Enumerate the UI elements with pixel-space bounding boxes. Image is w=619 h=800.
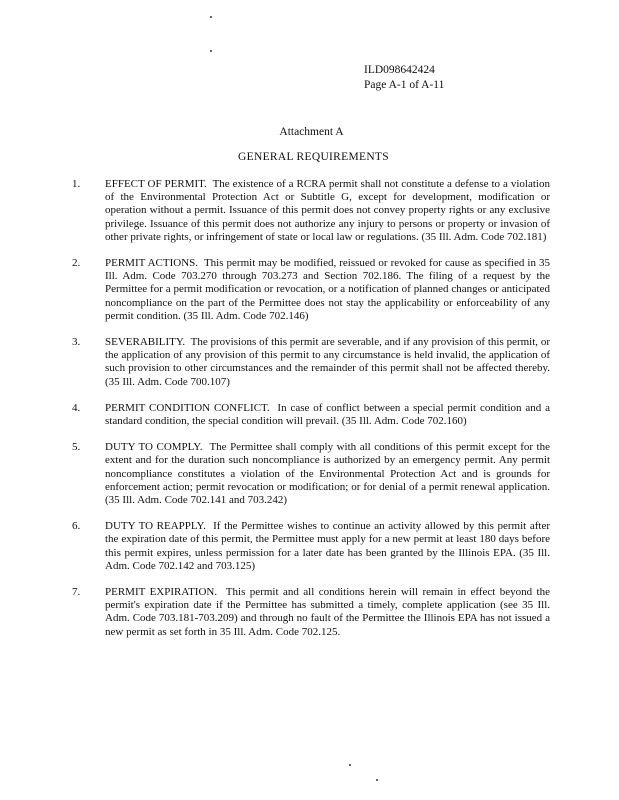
- scan-speck: [349, 764, 351, 766]
- list-item: [72, 402, 550, 428]
- item-number: 5.: [72, 441, 81, 454]
- item-body: [105, 178, 550, 244]
- item-heading: EFFECT OF PERMIT.: [105, 178, 207, 190]
- list-item: [72, 441, 550, 507]
- item-body: [105, 586, 550, 639]
- item-text: The Permittee shall comply with all conditions of this permit except for the extent and for the duration such noncompliance is authorized by an emergency permit. Any permit noncompliance constitutes a violation of the Environmental Protection Act and is grounds for enforcement action; permit revocation or modification; or for denial of a permit renewal application. (35 Ill. Adm. Code 702.141 and 703.242): [105, 441, 550, 507]
- item-text: In case of conflict between a special permit condition and a standard condition, the special condition will prevail. (35 Ill. Adm. Code 702.160): [105, 401, 550, 428]
- item-heading: SEVERABILITY.: [105, 336, 186, 349]
- page-number: Page A-1 of A-11: [364, 79, 445, 91]
- permit-id: ILD098642424: [364, 64, 435, 76]
- scan-speck: [210, 50, 212, 52]
- section-title: GENERAL REQUIREMENTS: [238, 151, 389, 163]
- item-text: The existence of a RCRA permit shall not constitute a defense to a violation of the Environmental Protection Act or Subtitle G, except for development, modification or operation without a permit. Issuance of this permit does not convey property rights or any exclusive privilege. Issuance of this permit does not authorize any injury to persons or property or invasion of other private rights, or infringement of state or local law or regulations. (35 Ill. Adm. Code 702.181): [105, 178, 550, 243]
- list-item: [72, 586, 550, 639]
- scan-speck: [210, 16, 212, 18]
- list-item: [72, 178, 550, 244]
- list-item: [72, 336, 550, 389]
- item-heading: PERMIT CONDITION CONFLICT.: [105, 401, 270, 414]
- item-number: 1.: [72, 178, 81, 190]
- item-text: The provisions of this permit are severable, and if any provision of this permit, or the application of any provision of this permit to any circumstance is held invalid, the application of such provision to other circumstances and the remainder of this permit shall not be affected thereby. (35 Ill. Adm. Code 700.107): [105, 336, 550, 388]
- requirements-list: [72, 178, 550, 639]
- item-body: [105, 520, 550, 573]
- item-body: [105, 257, 550, 323]
- item-text: This permit and all conditions herein will remain in effect beyond the permit's expiration date if the Permittee has submitted a timely, complete application (see 35 Ill. Adm. Code 703.181-703.209) and through no fault of the Permittee the Illinois EPA has not issued a new permit as set forth in 35 Ill. Adm. Code 702.125.: [105, 586, 550, 638]
- item-number: 7.: [72, 586, 81, 599]
- item-number: 2.: [72, 257, 81, 270]
- item-number: 3.: [72, 336, 81, 349]
- page-header: [364, 63, 444, 93]
- item-text: This permit may be modified, reissued or revoked for cause as specified in 35 Ill. Adm. Code 703.270 through 703.273 and Section 702.186. The filing of a request by the Permittee for a permit modification or revocation, or a notification of planned changes or anticipated noncompliance on the part of the Permittee does not stay the applicability or enforceability of any permit condition. (35 Ill. Adm. Code 702.146): [105, 257, 551, 322]
- scan-speck: [376, 779, 378, 781]
- item-body: [105, 441, 550, 507]
- item-heading: PERMIT ACTIONS.: [105, 257, 199, 270]
- list-item: [72, 257, 550, 323]
- item-text: If the Permittee wishes to continue an activity allowed by this permit after the expiration date of this permit, the Permittee must apply for a new permit at least 180 days before this permit expires, unless permission for a later date has been granted by the Illinois EPA. (35 Ill. Adm. Code 702.142 and 703.125): [105, 520, 551, 572]
- attachment-title: Attachment A: [279, 126, 344, 138]
- item-heading: DUTY TO COMPLY.: [105, 441, 203, 454]
- item-number: 4.: [72, 401, 81, 414]
- item-number: 6.: [72, 520, 81, 533]
- item-body: [105, 336, 550, 389]
- item-heading: PERMIT EXPIRATION.: [105, 586, 218, 599]
- list-item: [72, 520, 550, 573]
- item-body: [105, 402, 550, 428]
- item-heading: DUTY TO REAPPLY.: [105, 520, 206, 533]
